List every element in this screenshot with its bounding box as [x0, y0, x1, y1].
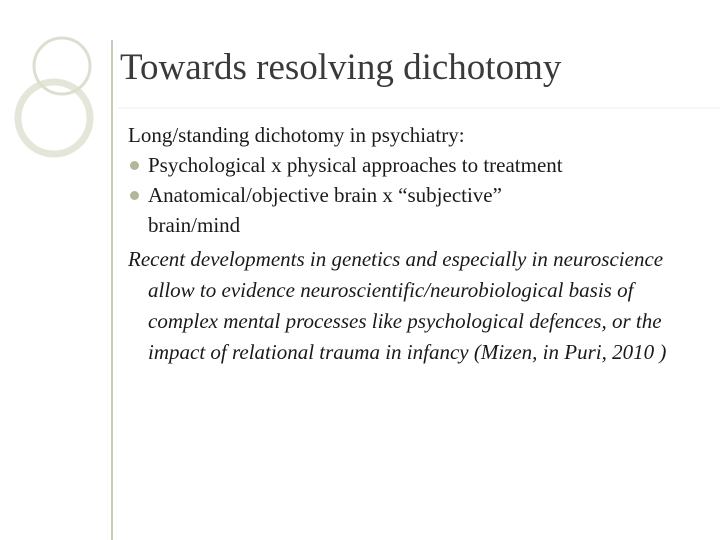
- bullet-dot-icon: [130, 191, 139, 200]
- bullet-dot-icon: [130, 161, 139, 170]
- slide-title: Towards resolving dichotomy: [120, 47, 562, 88]
- bullet-item: [128, 150, 698, 180]
- bullet-list: [128, 150, 698, 240]
- bullet-item: [128, 180, 598, 240]
- bullet-text: Anatomical/objective brain x “subjective” brain/mind: [148, 183, 502, 237]
- intro-line: Long/standing dichotomy in psychiatry:: [128, 123, 465, 147]
- recent-developments-paragraph: Recent developments in genetics and especially in neuroscience allow to evidence neuroscientific/neurobiological basis of complex mental processes like psychological defences, or the impact of relational trauma in infancy (Mizen, in Puri, 2010 ): [128, 247, 667, 364]
- slide-body: [128, 120, 698, 368]
- bullet-text: Psychological x physical approaches to treatment: [148, 153, 563, 177]
